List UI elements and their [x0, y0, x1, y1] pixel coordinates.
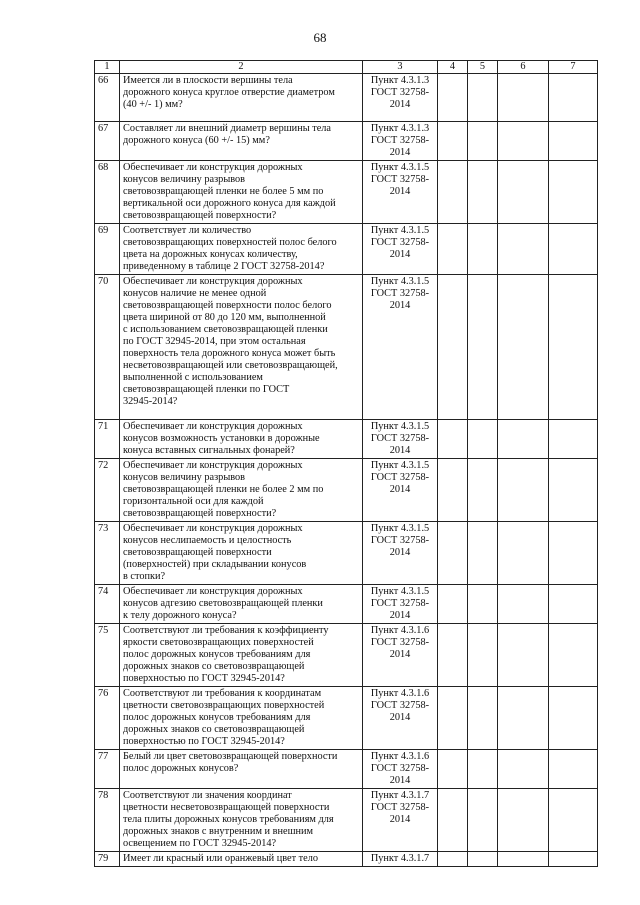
- standard-reference: Пункт 4.3.1.5 ГОСТ 32758- 2014: [363, 161, 438, 224]
- answer-cell-6: [498, 522, 549, 585]
- column-header: 2: [120, 61, 363, 74]
- answer-cell-7: [549, 585, 598, 624]
- answer-cell-4: [438, 161, 468, 224]
- table-row: [95, 624, 598, 687]
- standard-reference: Пункт 4.3.1.7: [363, 852, 438, 867]
- standard-reference: Пункт 4.3.1.7 ГОСТ 32758- 2014: [363, 789, 438, 852]
- column-header: 5: [468, 61, 498, 74]
- question-text: Соответствует ли количество световозвращающих поверхностей полос белого цвета на дорожных конусах количеству, приведенному в таблице 2 ГОСТ 32758-2014?: [120, 224, 363, 275]
- answer-cell-5: [468, 789, 498, 852]
- table-row: [95, 161, 598, 224]
- answer-cell-5: [468, 750, 498, 789]
- column-header: 3: [363, 61, 438, 74]
- question-text: Обеспечивает ли конструкция дорожных конусов величину разрывов световозвращающей пленки не более 5 мм по вертикальной оси дорожного конуса для каждой световозвращающей поверхности?: [120, 161, 363, 224]
- column-header: 1: [95, 61, 120, 74]
- question-text: Обеспечивает ли конструкция дорожных конусов наличие не менее одной световозвращающей поверхности полос белого цвета шириной от 80 до 120 мм, выполненной с использованием световозвращающей пленки по ГОСТ 32945-2014, при этом остальная поверхность тела дорожного конуса может быть несветовозвращающей или световозвращающей, выполненной с использованием световозвращающей пленки по ГОСТ 32945-2014?: [120, 275, 363, 420]
- answer-cell-6: [498, 161, 549, 224]
- answer-cell-7: [549, 624, 598, 687]
- answer-cell-7: [549, 74, 598, 122]
- answer-cell-7: [549, 687, 598, 750]
- table-row: [95, 420, 598, 459]
- column-header: 7: [549, 61, 598, 74]
- answer-cell-4: [438, 585, 468, 624]
- standard-reference: Пункт 4.3.1.6 ГОСТ 32758- 2014: [363, 624, 438, 687]
- item-number: 70: [95, 275, 120, 420]
- item-number: 73: [95, 522, 120, 585]
- answer-cell-5: [468, 161, 498, 224]
- table-row: [95, 585, 598, 624]
- standard-reference: Пункт 4.3.1.3 ГОСТ 32758- 2014: [363, 122, 438, 161]
- item-number: 69: [95, 224, 120, 275]
- answer-cell-6: [498, 687, 549, 750]
- standard-reference: Пункт 4.3.1.6 ГОСТ 32758- 2014: [363, 687, 438, 750]
- question-text: Соответствуют ли значения координат цветности несветовозвращающей поверхности тела плиты дорожных конусов требованиям для дорожных знаков с внутренним и внешним освещением по ГОСТ 32945-2014?: [120, 789, 363, 852]
- answer-cell-6: [498, 275, 549, 420]
- answer-cell-6: [498, 852, 549, 867]
- item-number: 75: [95, 624, 120, 687]
- question-text: Соответствуют ли требования к координатам цветности световозвращающих поверхностей полос дорожных конусов требованиям для дорожных знаков со световозвращающей поверхностью по ГОСТ 32945-2014?: [120, 687, 363, 750]
- column-header: 4: [438, 61, 468, 74]
- answer-cell-6: [498, 624, 549, 687]
- standard-reference: Пункт 4.3.1.5 ГОСТ 32758- 2014: [363, 522, 438, 585]
- answer-cell-7: [549, 122, 598, 161]
- answer-cell-5: [468, 74, 498, 122]
- table-row: [95, 687, 598, 750]
- table-row: [95, 74, 598, 122]
- table-row: [95, 789, 598, 852]
- answer-cell-4: [438, 687, 468, 750]
- table-body: [95, 74, 598, 867]
- question-text: Имеет ли красный или оранжевый цвет тело: [120, 852, 363, 867]
- answer-cell-7: [549, 161, 598, 224]
- answer-cell-7: [549, 224, 598, 275]
- answer-cell-7: [549, 459, 598, 522]
- answer-cell-4: [438, 122, 468, 161]
- answer-cell-6: [498, 750, 549, 789]
- answer-cell-4: [438, 750, 468, 789]
- table-row: [95, 750, 598, 789]
- answer-cell-5: [468, 624, 498, 687]
- answer-cell-5: [468, 585, 498, 624]
- answer-cell-4: [438, 224, 468, 275]
- answer-cell-7: [549, 789, 598, 852]
- item-number: 66: [95, 74, 120, 122]
- answer-cell-7: [549, 852, 598, 867]
- answer-cell-7: [549, 275, 598, 420]
- item-number: 67: [95, 122, 120, 161]
- standard-reference: Пункт 4.3.1.5 ГОСТ 32758- 2014: [363, 224, 438, 275]
- answer-cell-4: [438, 624, 468, 687]
- standard-reference: Пункт 4.3.1.3 ГОСТ 32758- 2014: [363, 74, 438, 122]
- answer-cell-6: [498, 789, 549, 852]
- standard-reference: Пункт 4.3.1.5 ГОСТ 32758- 2014: [363, 275, 438, 420]
- question-text: Обеспечивает ли конструкция дорожных конусов неслипаемость и целостность световозвращающей поверхности (поверхностей) при складывании конусов в стопки?: [120, 522, 363, 585]
- answer-cell-7: [549, 750, 598, 789]
- question-text: Обеспечивает ли конструкция дорожных конусов величину разрывов световозвращающей пленки не более 2 мм по горизонтальной оси для каждой световозвращающей поверхности?: [120, 459, 363, 522]
- answer-cell-4: [438, 74, 468, 122]
- question-text: Обеспечивает ли конструкция дорожных конусов адгезию световозвращающей пленки к телу дорожного конуса?: [120, 585, 363, 624]
- answer-cell-4: [438, 852, 468, 867]
- answer-cell-6: [498, 74, 549, 122]
- standard-reference: Пункт 4.3.1.5 ГОСТ 32758- 2014: [363, 585, 438, 624]
- answer-cell-6: [498, 585, 549, 624]
- table-row: [95, 852, 598, 867]
- question-text: Белый ли цвет световозвращающей поверхности полос дорожных конусов?: [120, 750, 363, 789]
- column-number-row: [95, 61, 598, 74]
- item-number: 76: [95, 687, 120, 750]
- item-number: 71: [95, 420, 120, 459]
- table-row: [95, 522, 598, 585]
- question-text: Составляет ли внешний диаметр вершины тела дорожного конуса (60 +/- 15) мм?: [120, 122, 363, 161]
- table-row: [95, 459, 598, 522]
- item-number: 68: [95, 161, 120, 224]
- table-row: [95, 275, 598, 420]
- answer-cell-4: [438, 789, 468, 852]
- answer-cell-5: [468, 687, 498, 750]
- column-header: 6: [498, 61, 549, 74]
- answer-cell-7: [549, 522, 598, 585]
- item-number: 77: [95, 750, 120, 789]
- checklist-table: [94, 60, 598, 867]
- table-row: [95, 122, 598, 161]
- answer-cell-5: [468, 122, 498, 161]
- answer-cell-5: [468, 420, 498, 459]
- answer-cell-4: [438, 522, 468, 585]
- answer-cell-6: [498, 122, 549, 161]
- answer-cell-6: [498, 224, 549, 275]
- standard-reference: Пункт 4.3.1.5 ГОСТ 32758- 2014: [363, 420, 438, 459]
- question-text: Обеспечивает ли конструкция дорожных конусов возможность установки в дорожные конуса вставных сигнальных фонарей?: [120, 420, 363, 459]
- answer-cell-5: [468, 852, 498, 867]
- answer-cell-5: [468, 224, 498, 275]
- question-text: Соответствуют ли требования к коэффициенту яркости световозвращающих поверхностей полос дорожных конусов требованиям для дорожных знаков со световозвращающей поверхностью по ГОСТ 32945-2014?: [120, 624, 363, 687]
- table-row: [95, 224, 598, 275]
- item-number: 72: [95, 459, 120, 522]
- answer-cell-7: [549, 420, 598, 459]
- standard-reference: Пункт 4.3.1.6 ГОСТ 32758- 2014: [363, 750, 438, 789]
- answer-cell-5: [468, 522, 498, 585]
- answer-cell-5: [468, 275, 498, 420]
- answer-cell-4: [438, 459, 468, 522]
- item-number: 78: [95, 789, 120, 852]
- item-number: 79: [95, 852, 120, 867]
- answer-cell-4: [438, 420, 468, 459]
- answer-cell-4: [438, 275, 468, 420]
- answer-cell-6: [498, 420, 549, 459]
- page-number: 68: [313, 30, 327, 45]
- item-number: 74: [95, 585, 120, 624]
- answer-cell-6: [498, 459, 549, 522]
- question-text: Имеется ли в плоскости вершины тела дорожного конуса круглое отверстие диаметром (40 +/- 1) мм?: [120, 74, 363, 122]
- answer-cell-5: [468, 459, 498, 522]
- standard-reference: Пункт 4.3.1.5 ГОСТ 32758- 2014: [363, 459, 438, 522]
